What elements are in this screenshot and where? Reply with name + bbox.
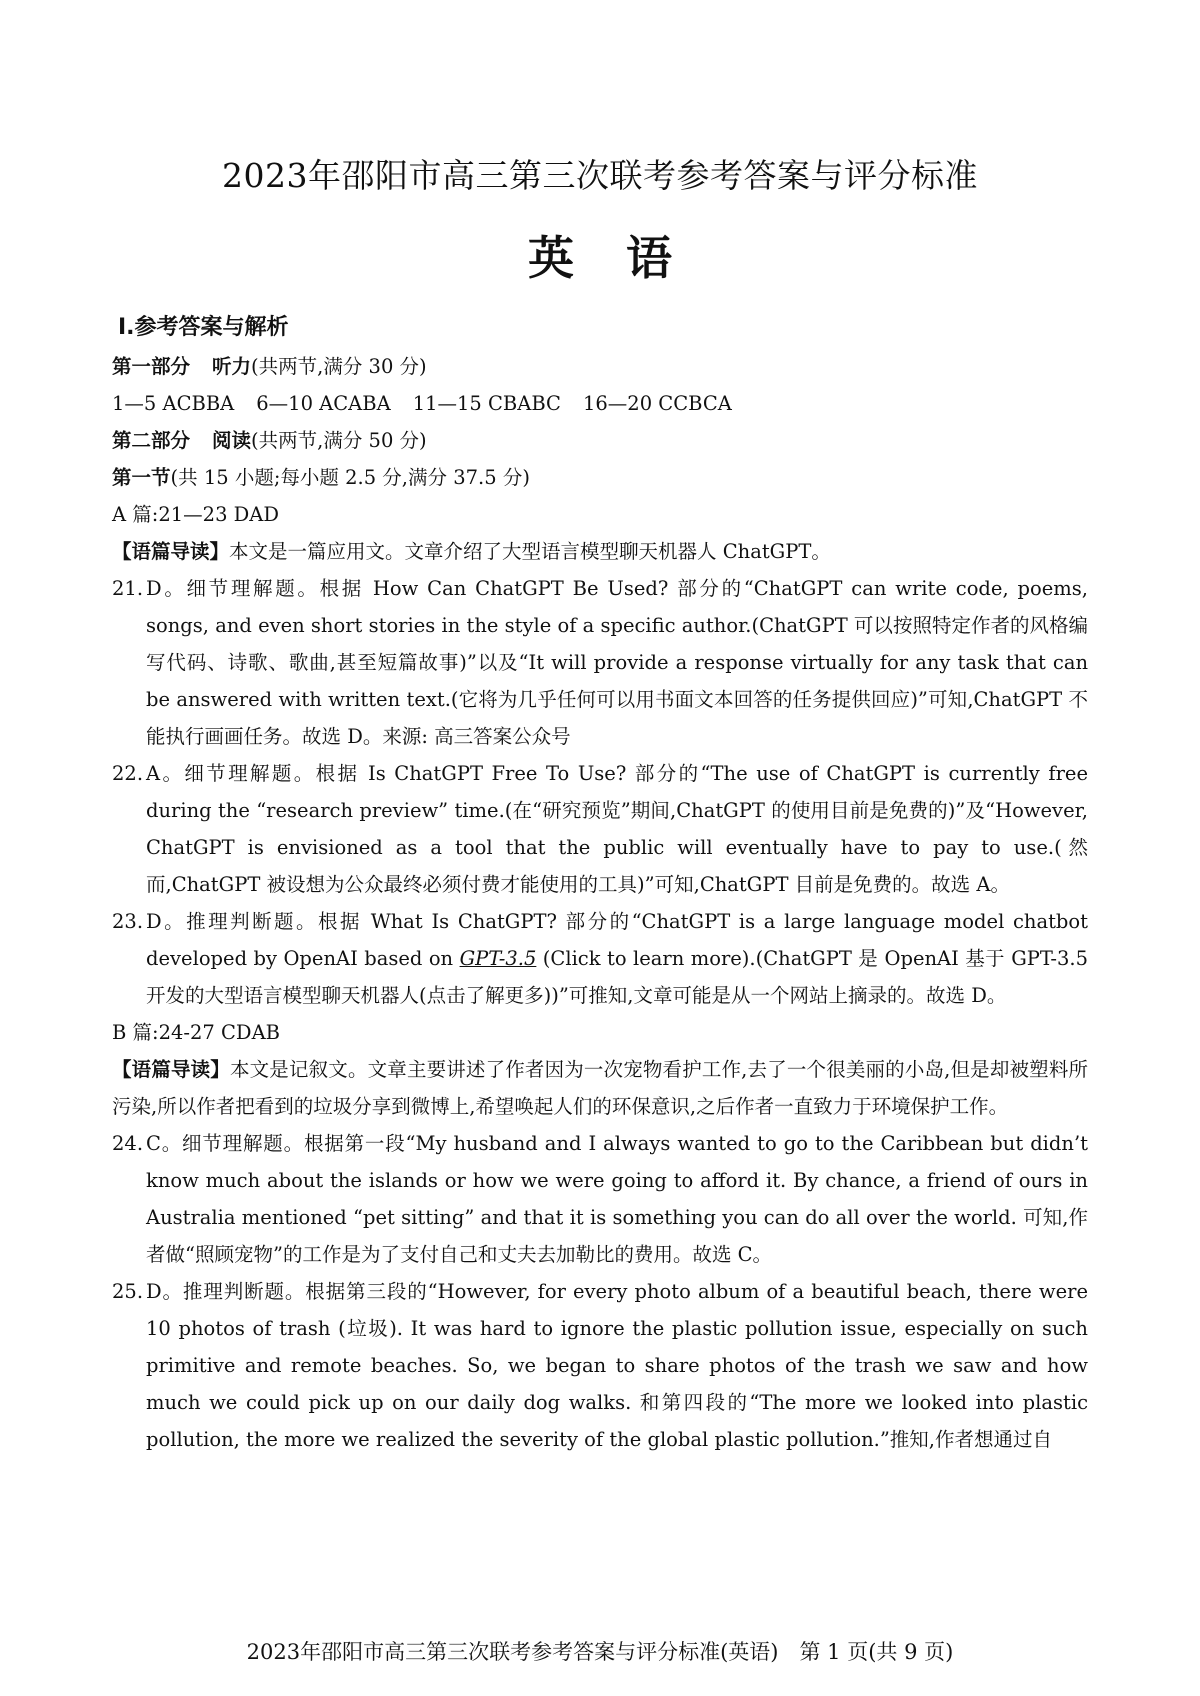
- document-title: 2023年邵阳市高三第三次联考参考答案与评分标准: [222, 156, 978, 195]
- intro-text: 本文是一篇应用文。文章介绍了大型语言模型聊天机器人 ChatGPT。: [229, 540, 831, 563]
- part1-title: 第一部分: [112, 355, 191, 378]
- answer-item-23: [112, 903, 1088, 1014]
- passage-a-label: A 篇:21—23 DAD: [112, 503, 280, 526]
- item-explanation: A。细节理解题。根据 Is ChatGPT Free To Use? 部分的“The use of ChatGPT is currently free during the “research preview” time.(在“研究预览”期间,ChatGPT 的使用目前是免费的)”及“However, ChatGPT is envisioned as a tool that the public will eventually have to pay to use.(然而,ChatGPT 被设想为公众最终必须付费才能使用的工具)”可知,ChatGPT 目前是免费的。故选 A。: [146, 762, 1088, 896]
- item-number: 23.: [112, 910, 144, 933]
- item-explanation: D。推理判断题。根据第三段的“However, for every photo album of a beautiful beach, there were 10 photos of trash (垃圾). It was hard to ignore the plastic pollution issue, especially on such primitive and remote beaches. So, we began to share photos of the trash we saw and how much we could pick up on our daily dog walks. 和第四段的“The more we looked into plastic pollution, the more we realized the severity of the global plastic pollution.”推知,作者想通过自: [146, 1280, 1088, 1451]
- answer-item-21: [112, 570, 1088, 755]
- gpt-link[interactable]: GPT-3.5: [459, 947, 537, 970]
- passage-a-intro: [112, 533, 1088, 570]
- item-number: 21.: [112, 577, 144, 600]
- item-explanation: [146, 903, 1088, 1014]
- answer-item-25: [112, 1273, 1088, 1458]
- answer-item-24: [112, 1125, 1088, 1273]
- sec1-note: (共 15 小题;每小题 2.5 分,满分 37.5 分): [170, 466, 530, 489]
- answer-group: 16—20 CCBCA: [582, 392, 732, 415]
- sec1-title: 第一节: [112, 466, 171, 489]
- explanation-text: (Click to learn more).(ChatGPT 是 OpenAI 基于 GPT-3.5 开发的大型语言模型聊天机器人(点击了解更多))”可推知,文章可能是从一个网站上摘录的。故选 D。: [146, 947, 1089, 1007]
- part2-title: 第二部分: [112, 429, 191, 452]
- item-number: 24.: [112, 1132, 144, 1155]
- passage-b-intro: [112, 1051, 1088, 1125]
- part2-line: [112, 422, 1088, 459]
- explanation-text: D。推理判断题。根据 What Is ChatGPT? 部分的“ChatGPT is a large language model chatbot developed by OpenAI based on: [146, 910, 1088, 970]
- answer-item-22: [112, 755, 1088, 903]
- part1-line: [112, 348, 1088, 385]
- sec1-line: [112, 459, 1088, 496]
- intro-tag: 【语篇导读】: [112, 1058, 230, 1081]
- part2-note: (共两节,满分 50 分): [251, 429, 427, 452]
- item-explanation: D。细节理解题。根据 How Can ChatGPT Be Used? 部分的“ChatGPT can write code, poems, songs, and even short stories in the style of a specific author.(ChatGPT 可以按照特定作者的风格编写代码、诗歌、歌曲,甚至短篇故事)”以及“It will provide a response virtually for any task that can be answered with written text.(它将为几乎任何可以用书面文本回答的任务提供回应)”可知,ChatGPT 不能执行画画任务。故选 D。来源: 高三答案公众号: [146, 577, 1088, 748]
- document-body: [112, 308, 1088, 1458]
- intro-tag: 【语篇导读】: [112, 540, 230, 563]
- subject-heading: 英语: [528, 231, 724, 285]
- intro-text: 本文是记叙文。文章主要讲述了作者因为一次宠物看护工作,去了一个很美丽的小岛,但是却被塑料所污染,所以作者把看到的垃圾分享到微博上,希望唤起人们的环保意识,之后作者一直致力于环境保护工作。: [112, 1058, 1088, 1118]
- listening-answers: [112, 385, 1088, 422]
- answer-group: 6—10 ACABA: [256, 392, 391, 415]
- answer-group: 11—15 CBABC: [412, 392, 561, 415]
- part1-note: (共两节,满分 30 分): [251, 355, 427, 378]
- answer-group: 1—5 ACBBA: [112, 392, 235, 415]
- section-heading: Ⅰ.参考答案与解析: [118, 315, 289, 340]
- item-explanation: C。细节理解题。根据第一段“My husband and I always wanted to go to the Caribbean but didn’t know much about the islands or how we were going to afford it. By chance, a friend of ours in Australia mentioned “pet sitting” and that it is something you can do all over the world. 可知,作者做“照顾宠物”的工作是为了支付自己和丈夫去加勒比的费用。故选 C。: [146, 1132, 1088, 1266]
- page-footer: 2023年邵阳市高三第三次联考参考答案与评分标准(英语) 第 1 页(共 9 页): [246, 1640, 954, 1664]
- item-number: 22.: [112, 762, 144, 785]
- part2-name: 阅读: [212, 429, 252, 452]
- part1-name: 听力: [212, 355, 252, 378]
- passage-b-label: B 篇:24-27 CDAB: [112, 1021, 280, 1044]
- item-number: 25.: [112, 1280, 144, 1303]
